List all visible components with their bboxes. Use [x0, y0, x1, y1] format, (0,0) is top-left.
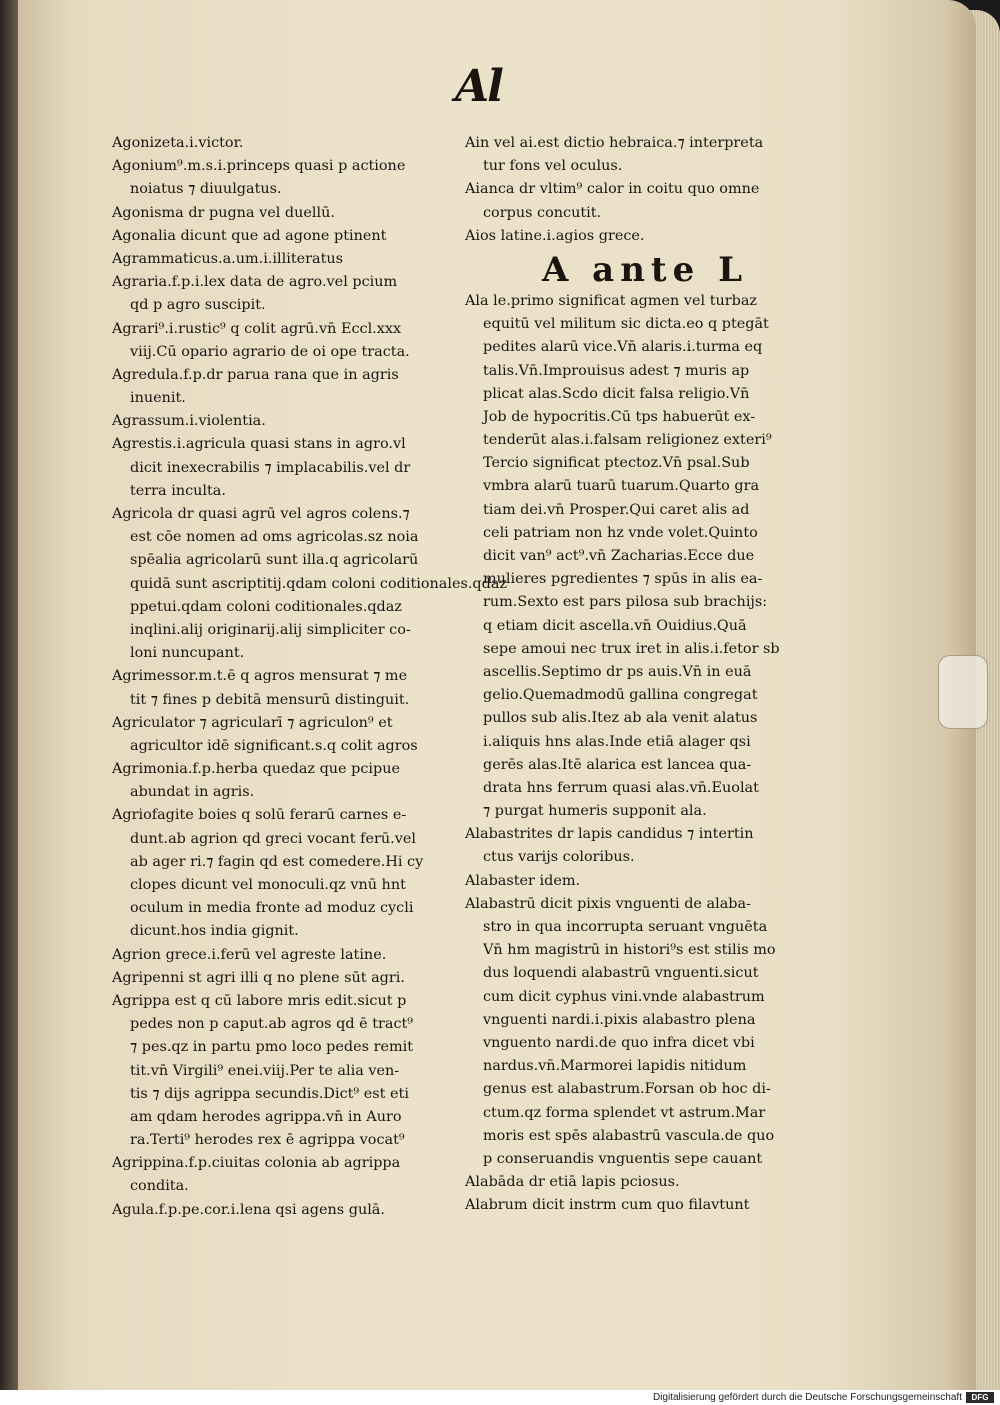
text-line: ascellis.Septimo dr ps auis.Vn̄ in euā — [483, 663, 752, 680]
section-heading: A ante L — [541, 249, 749, 290]
text-line: Tercio significat ptectoz.Vn̄ psal.Sub — [483, 455, 750, 472]
text-line: Agrion grece.i.ferū vel agreste latine. — [112, 946, 387, 963]
text-line: oculum in media fronte ad moduz cycli — [130, 900, 414, 917]
footer-bar — [0, 1390, 1000, 1405]
text-line: Agriculator ⁊ agricularī ⁊ agriculon⁹ et — [112, 714, 393, 731]
text-line: Agrimessor.m.t.ē q agros mensurat ⁊ me — [112, 668, 408, 685]
text-line: viij.Cū opario agrario de oi ope tracta. — [130, 343, 410, 360]
text-line: inqlini.alij originarij.alij simpliciter co- — [130, 621, 411, 638]
text-line: vnguento nardi.de quo infra dicet vbi — [483, 1034, 755, 1051]
text-line: inuenit. — [130, 390, 186, 407]
right-column-bottom-entries — [465, 290, 825, 1218]
text-line: Alabastrites dr lapis candidus ⁊ intertin — [465, 826, 754, 843]
text-line: qd p agro suscipit. — [130, 297, 266, 314]
text-line: Alabrum dicit instrm cum quo filavtunt — [465, 1197, 750, 1214]
text-line: terra inculta. — [130, 482, 226, 499]
text-line: Vn̄ hm magistrū in histori⁹s est stilis mo — [483, 942, 776, 959]
text-line: Alabāda dr etiā lapis pciosus. — [465, 1174, 680, 1191]
text-line: tenderūt alas.i.falsam religionez exteri⁹ — [483, 432, 772, 449]
footer-credit: Digitalisierung gefördert durch die Deutsche Forschungsgemeinschaft — [652, 1392, 962, 1403]
text-line: Ain vel ai.est dictio hebraica.⁊ interpreta — [465, 135, 764, 151]
dfg-logo: DFG — [966, 1392, 994, 1403]
text-line: am qdam herodes agrippa.vn̄ in Auro — [130, 1108, 402, 1125]
text-line: plicat alas.Scdo dicit falsa religio.Vn̄ — [483, 385, 750, 402]
text-line: Agrammaticus.a.um.i.illiteratus — [112, 250, 344, 267]
text-line: dicunt.hos india gignit. — [130, 923, 299, 940]
text-line: tit ⁊ fines p debitā mensurū distinguit. — [130, 691, 410, 708]
text-line: Alabaster idem. — [465, 872, 581, 889]
text-line: Aios latine.i.agios grece. — [465, 227, 645, 244]
text-line: Agrippa est q cū labore mris edit.sicut p — [112, 992, 407, 1009]
text-line: sepe amoui nec trux iret in alis.i.fetor sb — [483, 640, 780, 657]
text-line: Agonium⁹.m.s.i.princeps quasi p actione — [112, 158, 406, 175]
text-line: Agrassum.i.violentia. — [112, 413, 266, 430]
text-line: Agricola dr quasi agrū vel agros colens.⁊ — [112, 506, 410, 522]
text-line: rum.Sexto est pars pilosa sub brachijs: — [483, 594, 768, 611]
text-line: Agrimonia.f.p.herba quedaz que pcipue — [112, 761, 401, 778]
text-line: Job de hypocritis.Cū tps habuerūt ex- — [483, 408, 756, 425]
text-line: Agrippina.f.p.ciuitas colonia ab agrippa — [112, 1155, 401, 1172]
text-line: Agula.f.p.pe.cor.i.lena qsi agens gulā. — [112, 1201, 385, 1218]
text-line: ctus varijs coloribus. — [483, 849, 635, 866]
text-line: talis.Vn̄.Improuisus adest ⁊ muris ap — [483, 362, 750, 379]
text-line: p conseruandis vnguentis sepe cauant — [483, 1150, 763, 1167]
text-line: vnguenti nardi.i.pixis alabastro plena — [483, 1011, 756, 1028]
text-line: Agrari⁹.i.rustic⁹ q colit agrū.vn̄ Eccl.xxx — [112, 320, 402, 337]
left-column — [112, 132, 508, 1222]
text-line: est cōe nomen ad oms agricolas.sz noia — [130, 529, 419, 546]
text-line: i.aliquis hns alas.Inde etiā alager qsi — [483, 733, 751, 750]
text-line: tur fons vel oculus. — [483, 158, 623, 175]
text-line: dunt.ab agrion qd greci vocant ferū.vel — [130, 830, 416, 847]
text-line: spēalia agricolarū sunt illa.q agricolarū — [130, 552, 419, 569]
text-line: condita. — [130, 1178, 189, 1195]
text-line: ⁊ purgat humeris supponit ala. — [483, 803, 707, 820]
text-line: dicit inexecrabilis ⁊ implacabilis.vel dr — [130, 459, 411, 476]
text-line: celi patriam non hz vnde volet.Quinto — [483, 524, 758, 541]
text-line: Ala le.primo significat agmen vel turbaz — [465, 292, 758, 309]
text-line: genus est alabastrum.Forsan ob hoc di- — [483, 1081, 771, 1098]
text-line: dus loquendi alabastrū vnguenti.sicut — [483, 965, 759, 982]
text-line: mulieres pgredientes ⁊ spūs in alis ea- — [483, 571, 763, 588]
text-line: ⁊ pes.qz in partu pmo loco pedes remit — [130, 1039, 414, 1056]
text-line: ra.Terti⁹ herodes rex ē agrippa vocat⁹ — [130, 1132, 405, 1149]
text-line: noiatus ⁊ diuulgatus. — [130, 181, 282, 198]
text-line: tit.vn̄ Virgili⁹ enei.viij.Per te alia ven- — [130, 1062, 400, 1079]
text-line: ab ager ri.⁊ fagin qd est comedere.Hi cy — [130, 853, 424, 870]
text-line: Aianca dr vltim⁹ calor in coitu quo omne — [465, 181, 760, 198]
text-line: q etiam dicit ascella.vn̄ Ouidius.Quā — [483, 617, 747, 634]
text-line: Agonalia dicunt que ad agone ptinent — [112, 227, 387, 244]
text-line: Agonizeta.i.victor. — [112, 135, 244, 151]
text-line: drata hns ferrum quasi alas.vn̄.Euolat — [483, 779, 759, 796]
text-line: equitū vel militum sic dicta.eo q ptegāt — [483, 316, 769, 333]
text-line: dicit van⁹ act⁹.vn̄ Zacharias.Ecce due — [483, 548, 755, 564]
running-head: Al — [455, 61, 502, 112]
text-line: Agraria.f.p.i.lex data de agro.vel pcium — [112, 274, 398, 291]
text-line: loni nuncupant. — [130, 645, 245, 662]
text-line: Alabastrū dicit pixis vnguenti de alaba- — [465, 895, 751, 912]
page-clip — [938, 655, 988, 729]
text-line: pedes non p caput.ab agros qd ē tract⁹ — [130, 1016, 414, 1033]
text-line: Agredula.f.p.dr parua rana que in agris — [112, 366, 399, 383]
text-line: quidā sunt ascriptitij.qdam coloni coditionales.qdaz — [130, 575, 508, 592]
text-line: Agrestis.i.agricula quasi stans in agro.vl — [112, 436, 406, 453]
text-line: pedites alarū vice.Vn̄ alaris.i.turma eq — [483, 339, 763, 356]
text-line: tiam dei.vn̄ Prosper.Qui caret alis ad — [483, 501, 750, 518]
text-line: moris est spēs alabastrū vascula.de quo — [483, 1127, 775, 1144]
text-line: gerēs alas.Itē alarica est lancea qua- — [483, 756, 752, 773]
text-line: ctum.qz forma splendet vt astrum.Mar — [483, 1104, 766, 1121]
text-line: agricultor idē significant.s.q colit agros — [130, 737, 418, 754]
text-line: Agriofagite boies q solū ferarū carnes e- — [112, 807, 407, 824]
text-line: tis ⁊ dijs agrippa secundis.Dict⁹ est eti — [130, 1085, 409, 1102]
right-column-top-entries — [465, 132, 825, 248]
text-line: Agonisma dr pugna vel duellū. — [112, 204, 335, 221]
text-line: cum dicit cyphus vini.vnde alabastrum — [483, 988, 765, 1005]
text-line: stro in qua incorrupta seruant vnguēta — [483, 919, 768, 935]
text-line: clopes dicunt vel monoculi.qz vnū hnt — [130, 877, 406, 893]
right-column — [465, 132, 825, 1217]
text-line: pullos sub alis.Itez ab ala venit alatus — [483, 710, 758, 727]
text-line: gelio.Quemadmodū gallina congregat — [483, 687, 758, 704]
text-line: abundat in agris. — [130, 784, 255, 801]
text-line: vmbra alarū tuarū tuarum.Quarto gra — [483, 478, 760, 495]
text-line: ppetui.qdam coloni coditionales.qdaz — [130, 598, 402, 615]
text-line: nardus.vn̄.Marmorei lapidis nitidum — [483, 1058, 747, 1075]
text-line: Agripenni st agri illi q no plene sūt agri. — [112, 969, 405, 986]
text-line: corpus concutit. — [483, 204, 602, 221]
